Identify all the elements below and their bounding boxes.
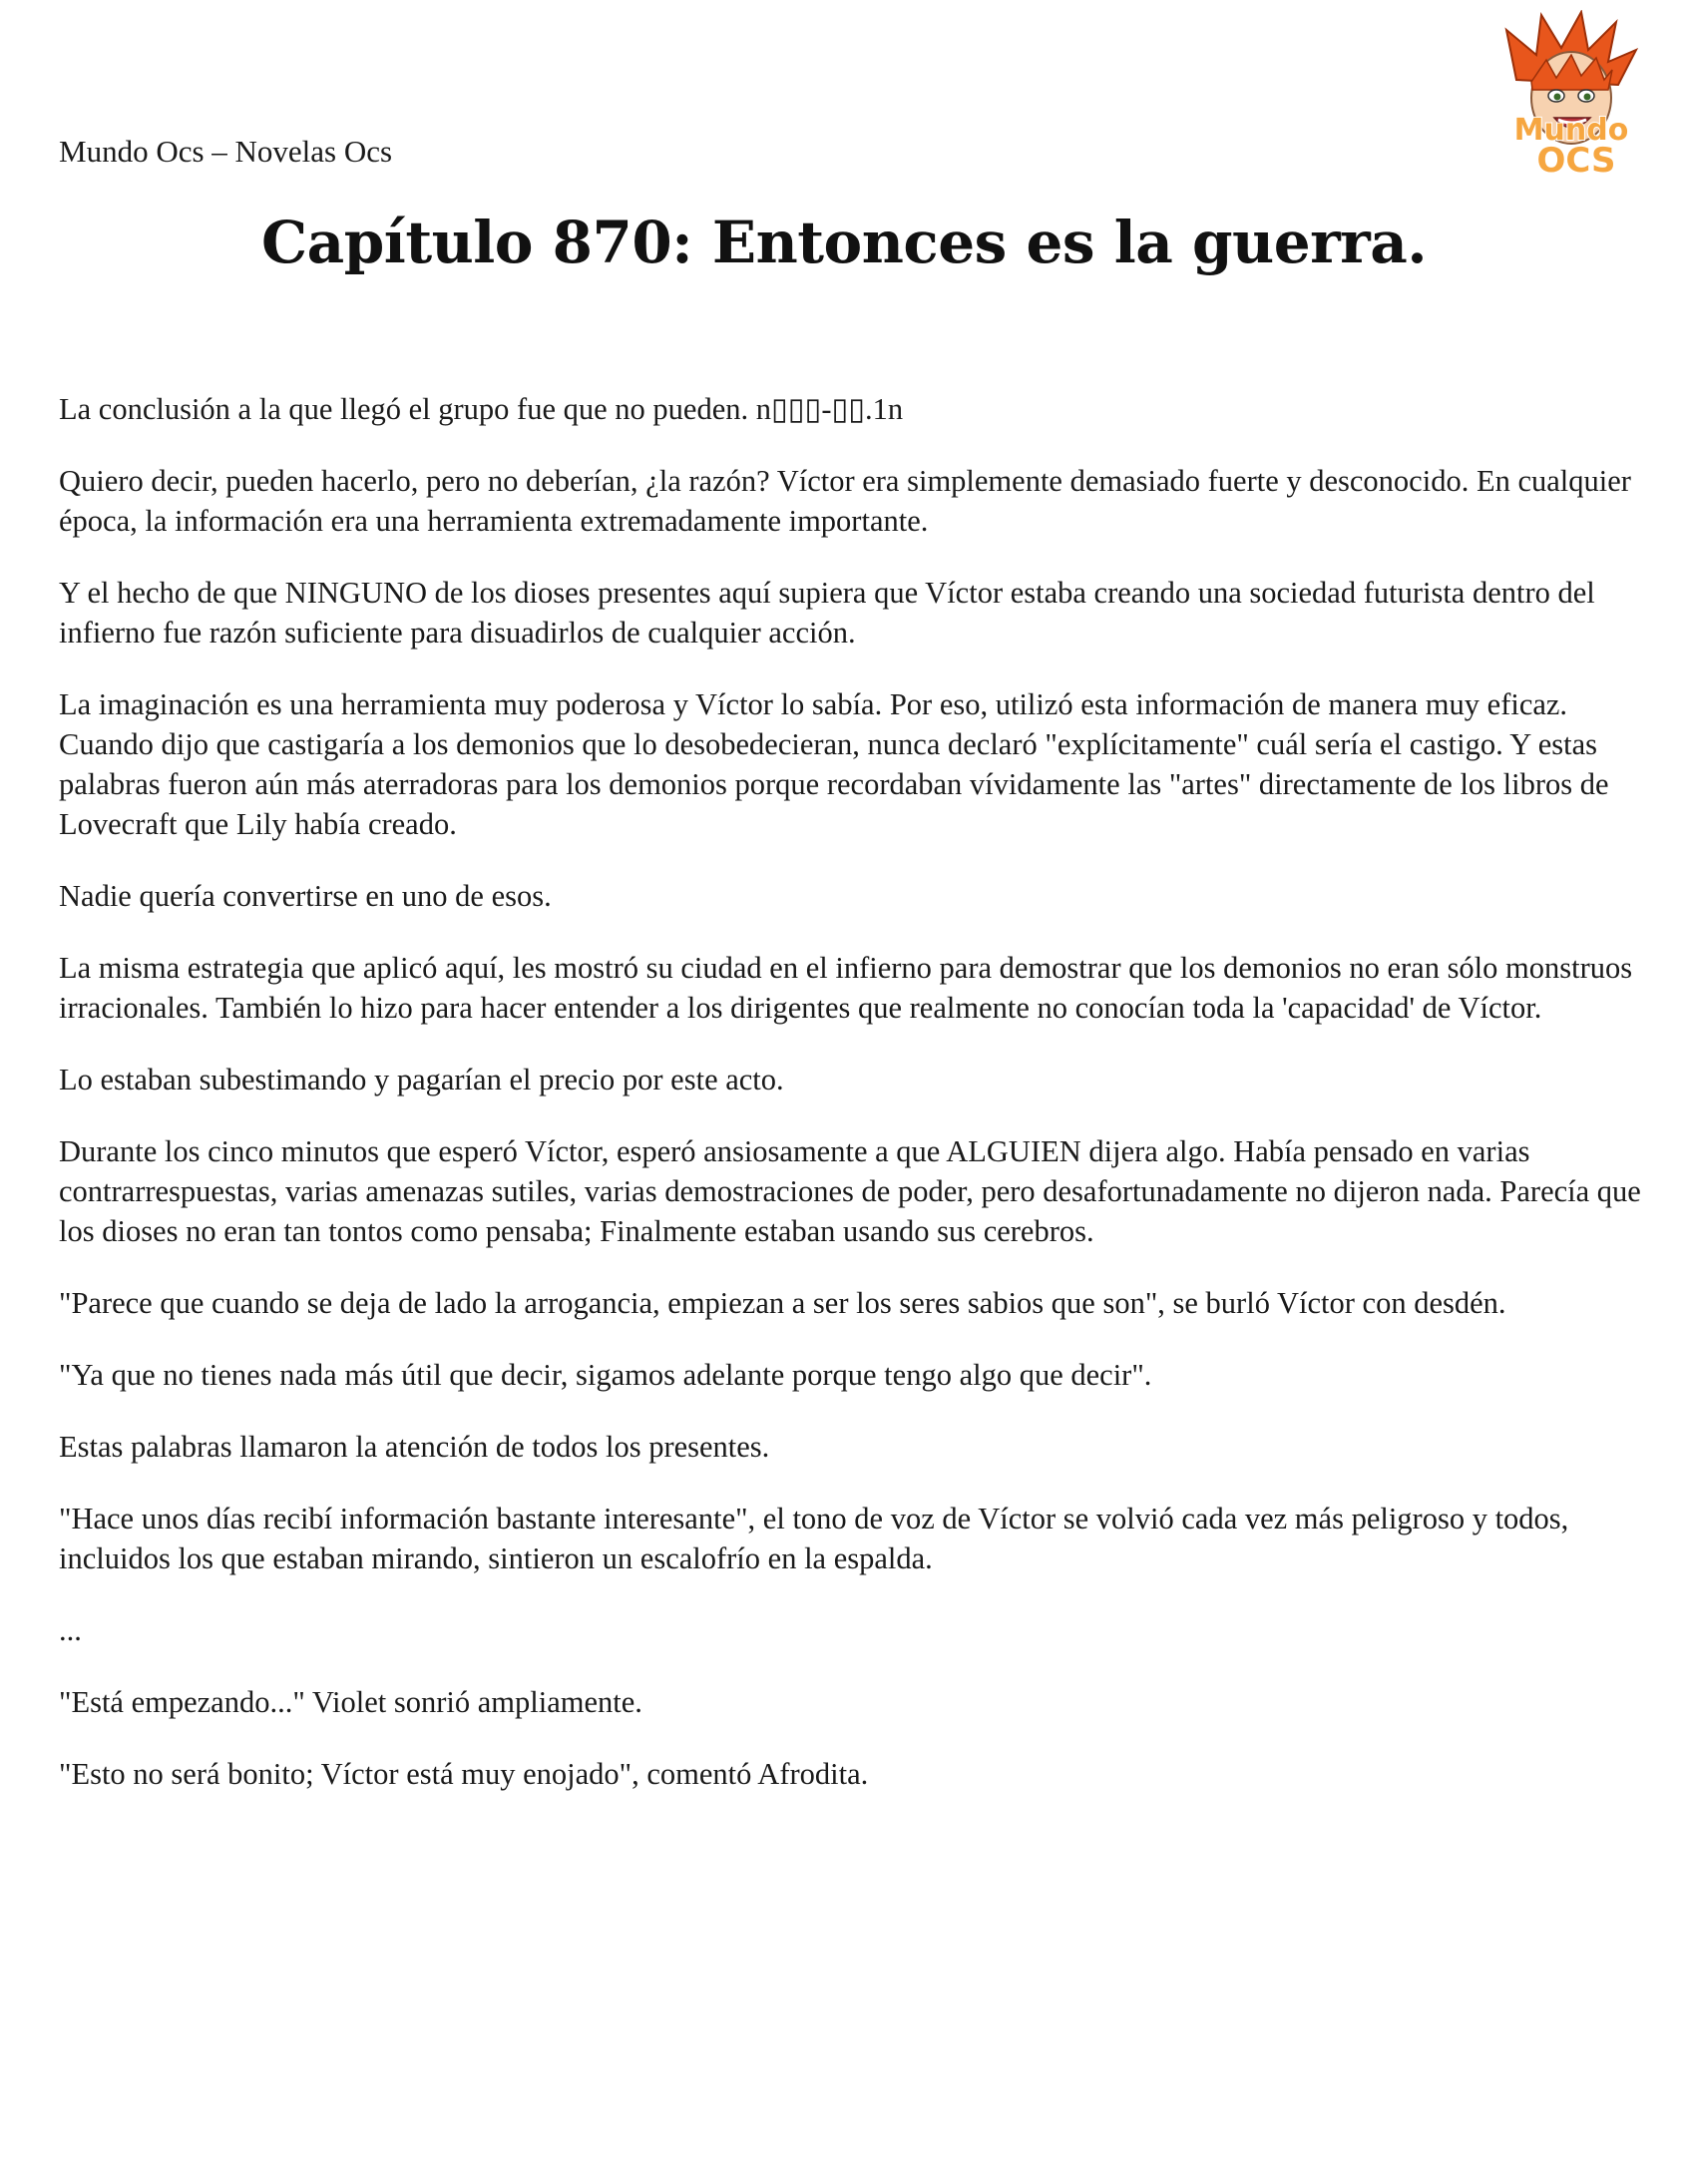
chapter-body bbox=[59, 389, 1645, 1826]
paragraph: Durante los cinco minutos que esperó Víctor, esperó ansiosamente a que ALGUIEN dijera algo. Había pensado en varias contrarrespuestas, varias amenazas sutiles, varias demostraciones de poder, pero desafortunadamente no dijeron nada. Parecía que los dioses no eran tan tontos como pensaba; Finalmente estaban usando sus cerebros. bbox=[59, 1134, 1641, 1248]
paragraph: ... bbox=[59, 1613, 82, 1647]
paragraph: La imaginación es una herramienta muy poderosa y Víctor lo sabía. Por eso, utilizó esta información de manera muy eficaz. Cuando dijo que castigaría a los demonios que lo desobedecieran, nunca declaró "explícitamente" cuál sería el castigo. Y estas palabras fueron aún más aterradoras para los demonios porque recordaban vívidamente las "artes" directamente de los libros de Lovecraft que Lily había creado. bbox=[59, 687, 1609, 841]
site-header: Mundo Ocs – Novelas Ocs bbox=[59, 134, 393, 169]
mundo-ocs-logo bbox=[1486, 10, 1656, 185]
paragraph: "Esto no será bonito; Víctor está muy enojado", comentó Afrodita. bbox=[59, 1757, 869, 1791]
paragraph: Lo estaban subestimando y pagarían el precio por este acto. bbox=[59, 1063, 784, 1096]
mascot-logo-icon bbox=[1486, 10, 1656, 185]
paragraph: "Hace unos días recibí información bastante interesante", el tono de voz de Víctor se volvió cada vez más peligroso y todos, incluidos los que estaban mirando, sintieron un escalofrío en la espalda. bbox=[59, 1502, 1569, 1575]
paragraph: "Está empezando..." Violet sonrió ampliamente. bbox=[59, 1685, 642, 1719]
paragraph: Estas palabras llamaron la atención de todos los presentes. bbox=[59, 1430, 770, 1464]
logo-text-top: Mundo bbox=[1513, 113, 1629, 148]
paragraph: "Parece que cuando se deja de lado la arrogancia, empiezan a ser los seres sabios que son", se burló Víctor con desdén. bbox=[59, 1286, 1506, 1320]
logo-text-bottom: OCS bbox=[1536, 141, 1616, 181]
paragraph: "Ya que no tienes nada más útil que decir, sigamos adelante porque tengo algo que decir". bbox=[59, 1358, 1152, 1392]
paragraph: Y el hecho de que NINGUNO de los dioses presentes aquí supiera que Víctor estaba creando una sociedad futurista dentro del infierno fue razón suficiente para disuadirlos de cualquier acción. bbox=[59, 576, 1595, 650]
paragraph: Nadie quería convertirse en uno de esos. bbox=[59, 879, 552, 913]
chapter-title: Capítulo 870: Entonces es la guerra. bbox=[260, 209, 1428, 276]
paragraph: La conclusión a la que llegó el grupo fue que no pueden. n▯▯▯-▯▯.1n bbox=[59, 392, 904, 426]
paragraph: Quiero decir, pueden hacerlo, pero no deberían, ¿la razón? Víctor era simplemente demasiado fuerte y desconocido. En cualquier época, la información era una herramienta extremadamente importante. bbox=[59, 464, 1631, 538]
paragraph: La misma estrategia que aplicó aquí, les mostró su ciudad en el infierno para demostrar que los demonios no eran sólo monstruos irracionales. También lo hizo para hacer entender a los dirigentes que realmente no conocían toda la 'capacidad' de Víctor. bbox=[59, 951, 1633, 1025]
